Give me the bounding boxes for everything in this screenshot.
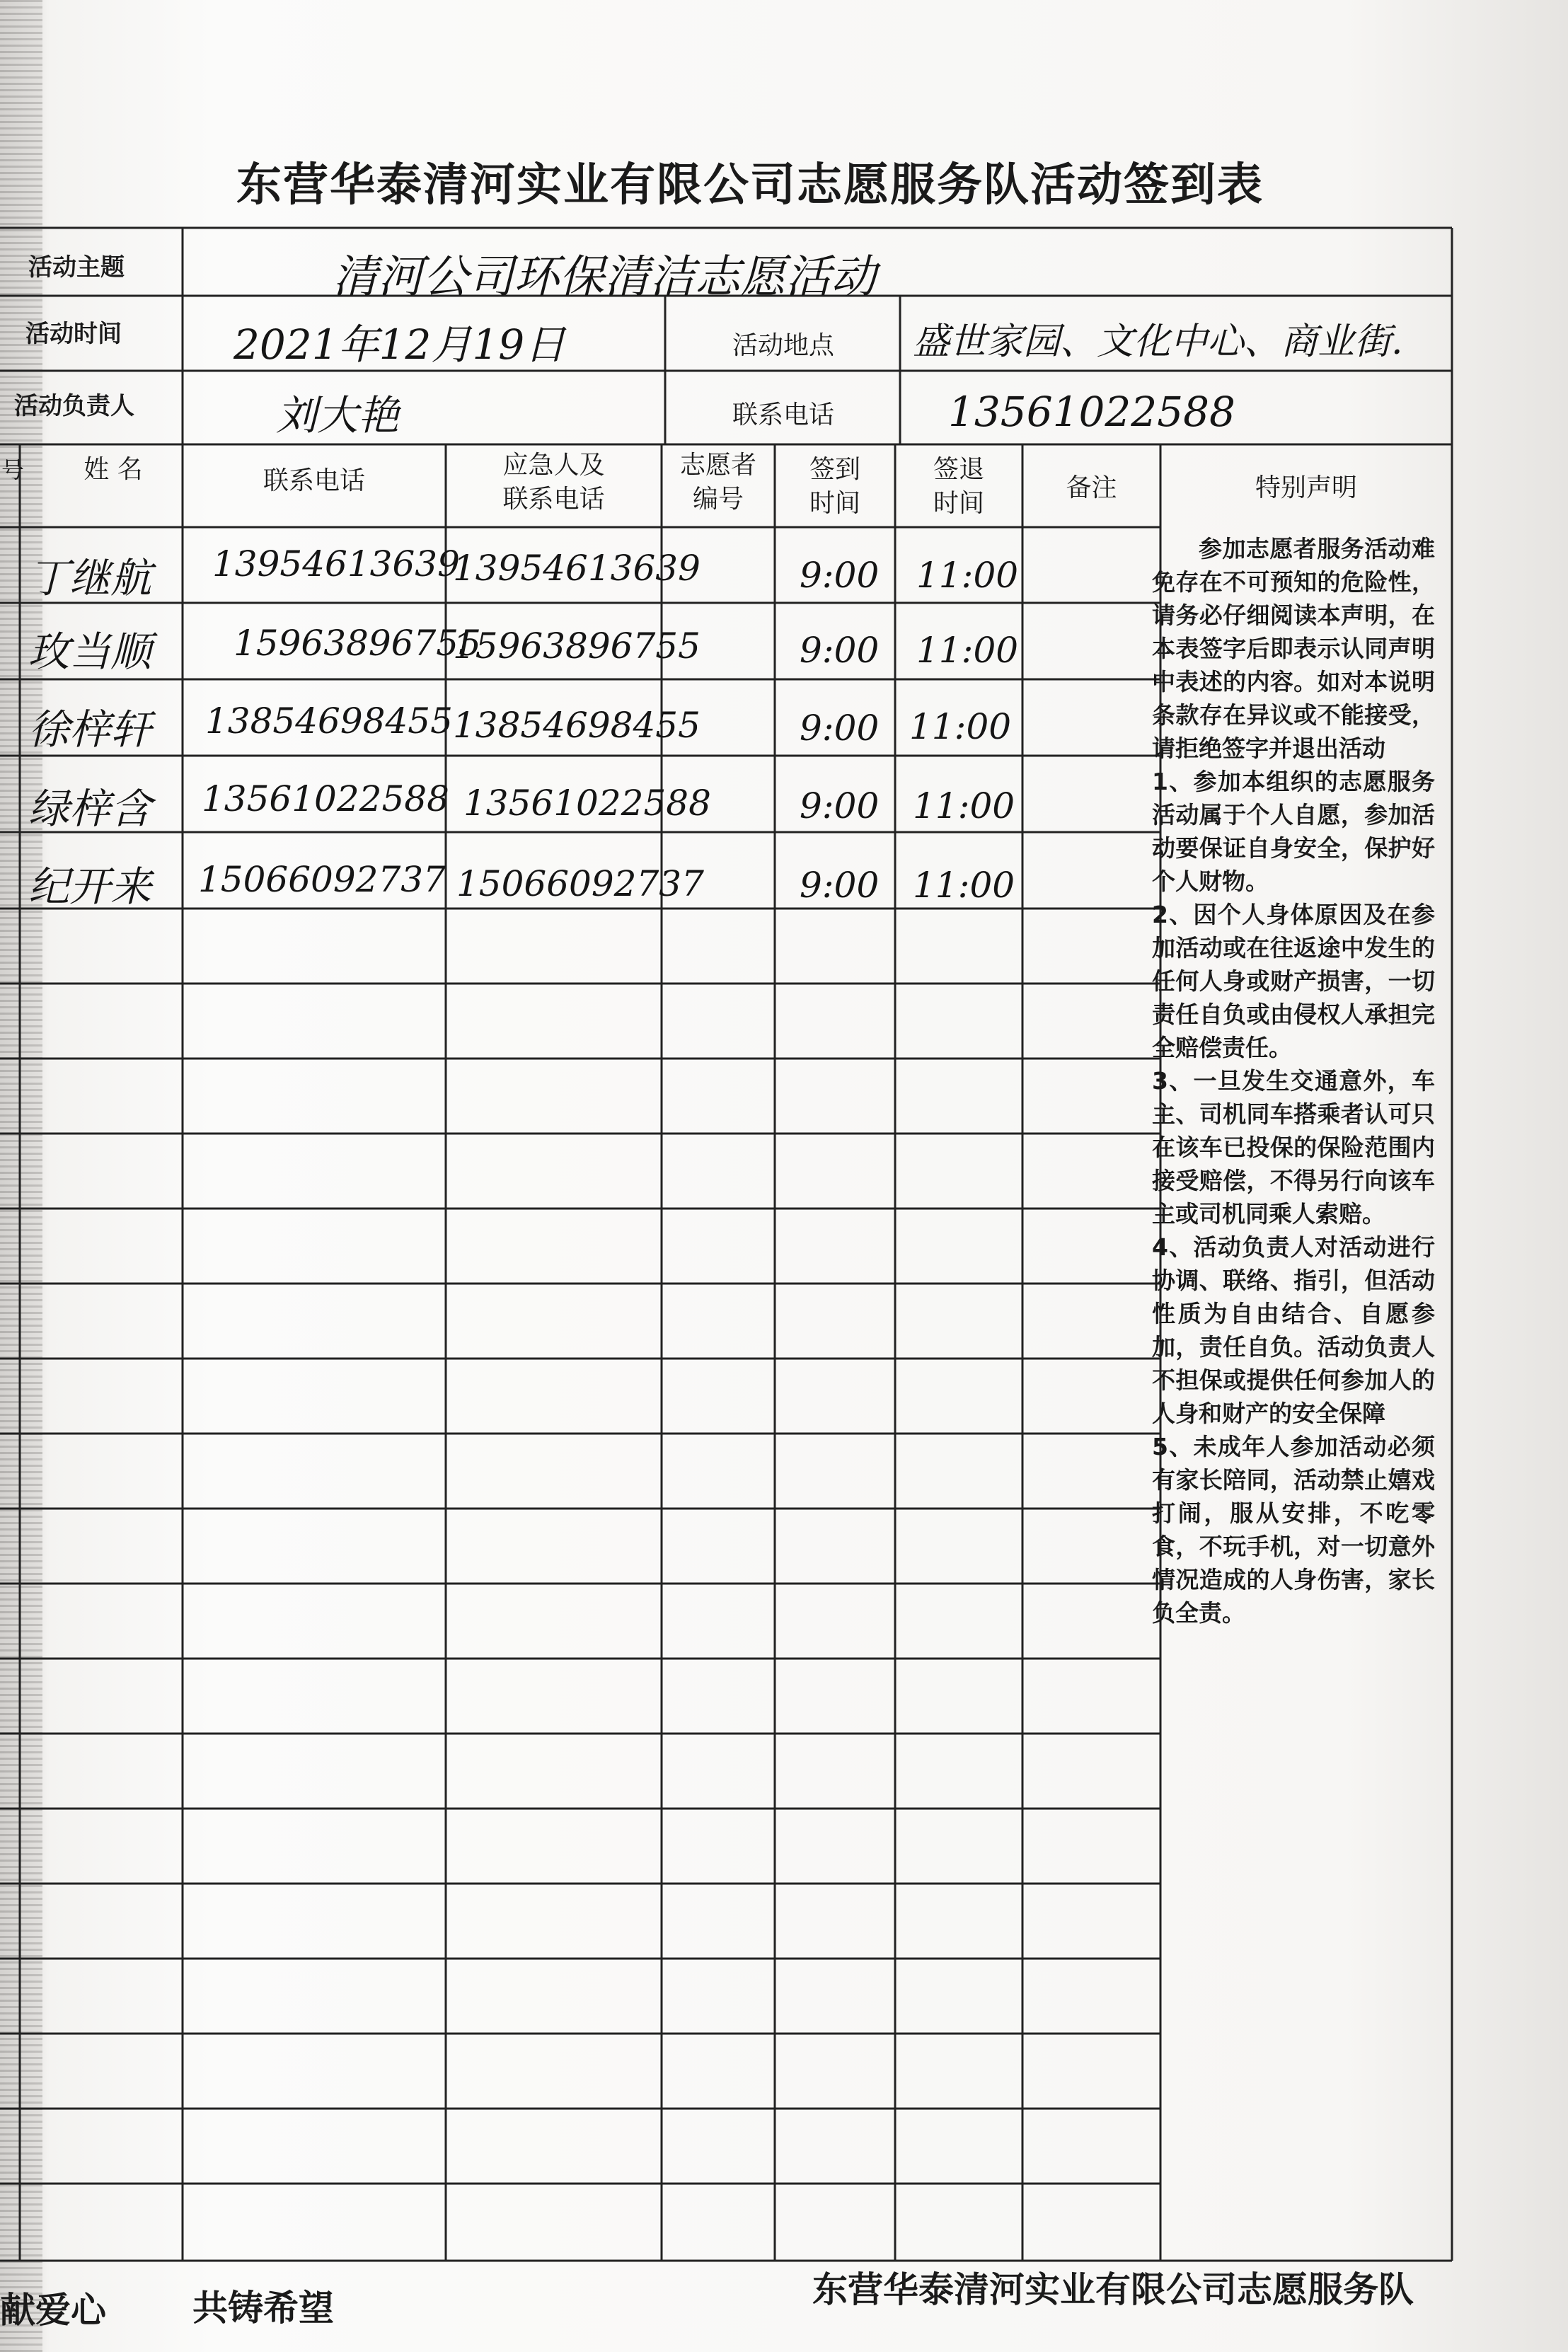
theme-label: 活动主题 [28,253,125,282]
row-sign-in: 9:00 [800,630,880,671]
row-phone: 13954613639 [212,543,460,584]
row-sign-out: 11:00 [916,630,1019,671]
row-phone: 13854698455 [205,701,453,742]
footer-slogan-center: 共铸希望 [192,2288,334,2329]
row-phone: 15066092737 [198,859,446,900]
row-name: 丁继航 [28,554,152,602]
row-sign-out: 11:00 [913,785,1015,826]
page-title: 东营华泰清河实业有限公司志愿服务队活动签到表 [236,159,1264,212]
header-emergency: 应急人及 联系电话 [502,451,605,514]
header-no: 号 [1,456,25,483]
row-sign-out: 11:00 [913,865,1015,906]
header-phone: 联系电话 [263,466,365,495]
theme-value: 清河公司环保清洁志愿活动 [333,251,876,304]
row-sign-in: 9:00 [800,785,880,826]
row-emergency: 13954613639 [453,548,701,589]
time-value: 2021年12月19日 [234,321,566,369]
row-sign-out: 11:00 [909,706,1012,747]
row-sign-in: 9:00 [800,708,880,749]
row-phone: 15963896755 [234,623,481,664]
leader-value: 刘大艳 [276,391,400,439]
leader-label: 活动负责人 [14,392,134,420]
statement-item: 4、活动负责人对活动进行协调、联络、指引，但活动性质为自由结合、自愿参加，责任自负。活动负责人不担保或提供任何参加人的人身和财产的安全保障 [1152,1233,1435,1427]
contact-phone-label: 联系电话 [732,400,835,430]
statement-item: 5、未成年人参加活动必须有家长陪同，活动禁止嬉戏打闹，服从安排，不吃零食，不玩手机，对一切意外情况造成的人身伤害，家长负全责。 [1152,1433,1435,1627]
statement-item: 3、一旦发生交通意外，车主、司机同车搭乘者认可只在该车已投保的保险范围内接受赔偿，不得另行向该车主或司机同乘人索赔。 [1152,1067,1435,1228]
time-label: 活动时间 [25,320,122,348]
row-emergency: 13561022588 [463,783,711,824]
row-emergency: 13854698455 [453,705,701,746]
header-sign-out: 签退 时间 [933,455,984,518]
row-emergency: 15066092737 [456,863,704,904]
special-statement [1152,532,1435,1630]
header-remark: 备注 [1066,473,1117,502]
place-label: 活动地点 [732,331,835,360]
header-sign-in: 签到 时间 [809,455,860,518]
statement-intro: 参加志愿者服务活动难免存在不可预知的危险性，请务必仔细阅读本声明，在本表签字后即表示认同声明中表述的内容。如对本说明条款存在异议或不能接受，请拒绝签字并退出活动 [1152,535,1435,762]
row-phone: 13561022588 [202,778,449,819]
row-name: 纪开来 [28,863,152,911]
row-sign-in: 9:00 [800,865,880,906]
row-name: 徐梓轩 [28,705,152,754]
row-name: 玫当顺 [28,628,152,676]
row-sign-in: 9:00 [800,555,880,596]
row-name: 绿梓含 [28,785,152,833]
row-emergency: 15963896755 [453,626,701,667]
contact-phone-value: 13561022588 [948,388,1235,436]
footer-slogan-left: 献爱心 [0,2290,106,2331]
statement-item: 1、参加本组织的志愿服务活动属于个人自愿，参加活动要保证自身安全，保护好个人财物。 [1152,768,1435,895]
footer-org-name: 东营华泰清河实业有限公司志愿服务队 [812,2269,1414,2310]
header-statement: 特别声明 [1255,473,1357,502]
statement-item: 2、因个人身体原因及在参加活动或在往返途中发生的任何人身或财产损害，一切责任自负或由侵权人承担完全赔偿责任。 [1152,901,1435,1061]
header-volunteer-no: 志愿者 编号 [679,451,756,514]
row-sign-out: 11:00 [916,555,1019,596]
header-name: 姓 名 [83,455,143,484]
place-value: 盛世家园、文化中心、商业街. [913,321,1403,363]
